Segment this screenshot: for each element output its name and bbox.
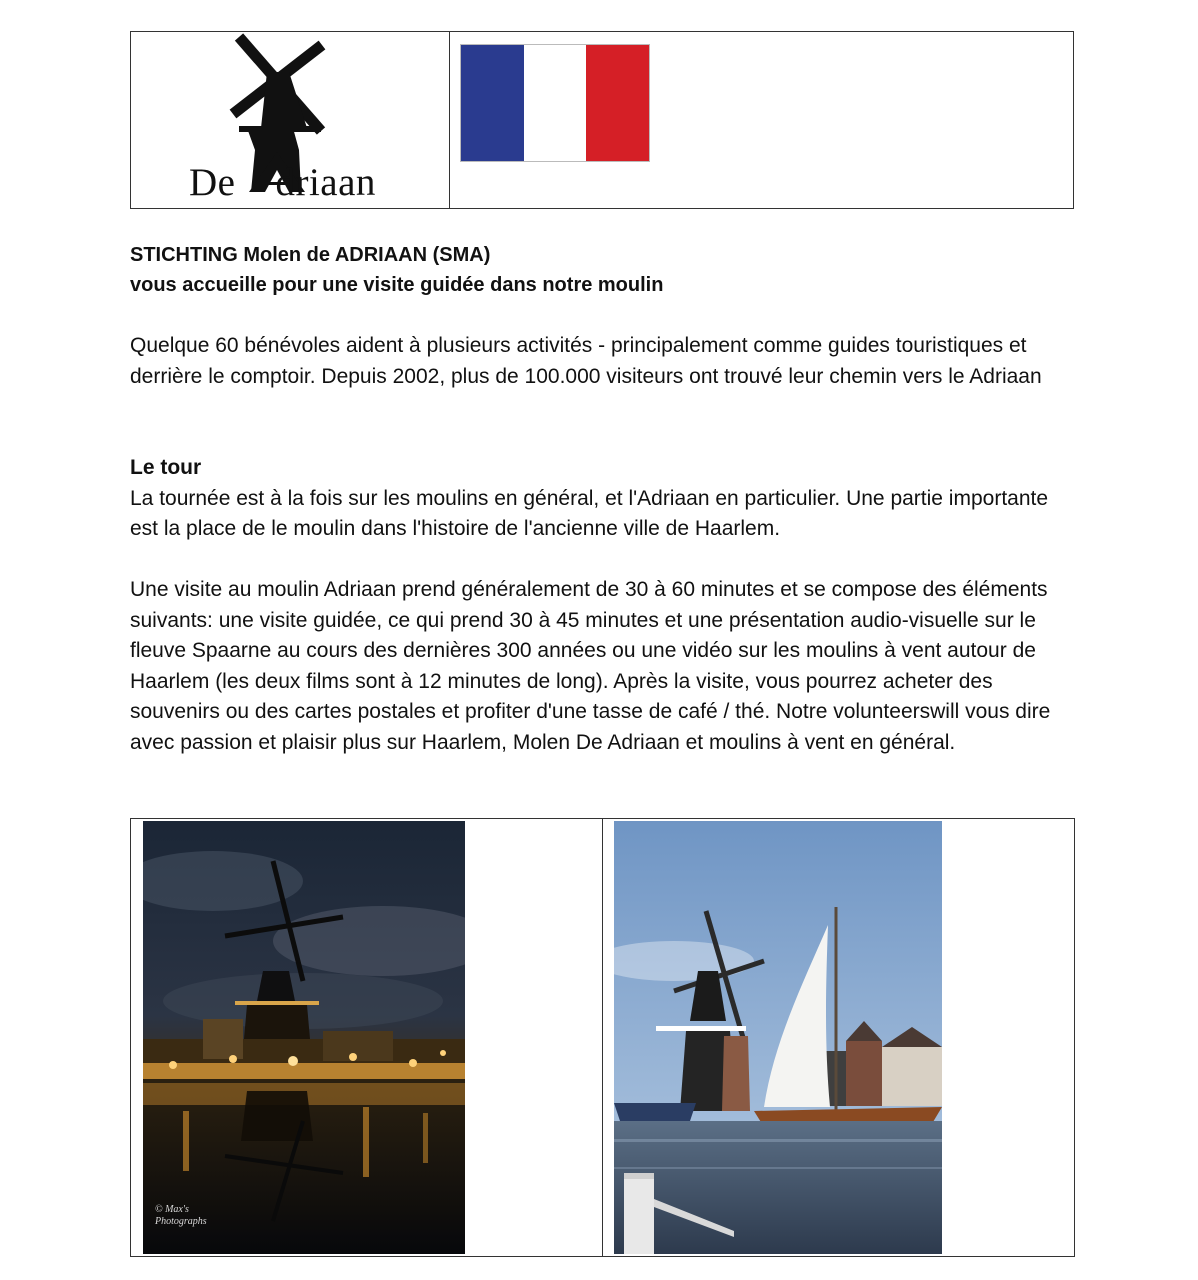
tour-section bbox=[130, 453, 1075, 545]
logo-wordmark bbox=[189, 160, 376, 205]
watermark-line-2: Photographs bbox=[155, 1216, 207, 1227]
logo-wordmark-right: driaan bbox=[275, 161, 376, 204]
watermark-line-1: © Max's bbox=[155, 1204, 189, 1215]
night-windmill-photo bbox=[143, 821, 465, 1254]
photo-cell-day bbox=[603, 819, 1074, 1256]
intro-section bbox=[130, 331, 1075, 392]
photo-watermark bbox=[155, 1204, 207, 1228]
logo-cell bbox=[131, 32, 450, 208]
flag-cell bbox=[450, 32, 1073, 208]
flag-stripe-red bbox=[586, 45, 649, 161]
tour-paragraph: La tournée est à la fois sur les moulins en général, et l'Adriaan en particulier. Une partie importante est la place de le moulin dans l'histoire de l'ancienne ville de Haarlem. bbox=[130, 486, 1049, 540]
tour-title: Le tour bbox=[130, 456, 202, 479]
visit-paragraph: Une visite au moulin Adriaan prend généralement de 30 à 60 minutes et se compose des éléments suivants: une visite guidée, ce qui prend 30 à 45 minutes et une présentation audio-visuelle sur le fleuve Spaarne au cours des dernières 300 années ou une vidéo sur les moulins à vent autour de Haarlem (les deux films sont à 12 minutes de long). Après la visite, vous pourrez acheter des souvenirs ou des cartes postales et profiter d'une tasse de café / thé. Notre volunteerswill vous dire avec passion et plaisir plus sur Haarlem, Molen De Adriaan et moulins à vent en général. bbox=[130, 578, 1051, 754]
day-windmill-photo bbox=[614, 821, 942, 1254]
header-table bbox=[130, 31, 1074, 209]
logo-wordmark-left: De bbox=[189, 161, 236, 204]
flag-stripe-white bbox=[524, 45, 587, 161]
photo-table bbox=[130, 818, 1075, 1257]
heading-line-1: STICHTING Molen de ADRIAAN (SMA) bbox=[130, 244, 491, 266]
french-flag-icon bbox=[461, 45, 649, 161]
document-heading bbox=[130, 240, 1075, 300]
flag-stripe-blue bbox=[461, 45, 524, 161]
heading-line-2: vous accueille pour une visite guidée dans notre moulin bbox=[130, 274, 664, 296]
visit-section bbox=[130, 575, 1075, 758]
intro-paragraph: Quelque 60 bénévoles aident à plusieurs activités - principalement comme guides touristiques et derrière le comptoir. Depuis 2002, plus de 100.000 visiteurs ont trouvé leur chemin vers le Adriaan bbox=[130, 334, 1042, 388]
photo-cell-night bbox=[131, 819, 603, 1256]
